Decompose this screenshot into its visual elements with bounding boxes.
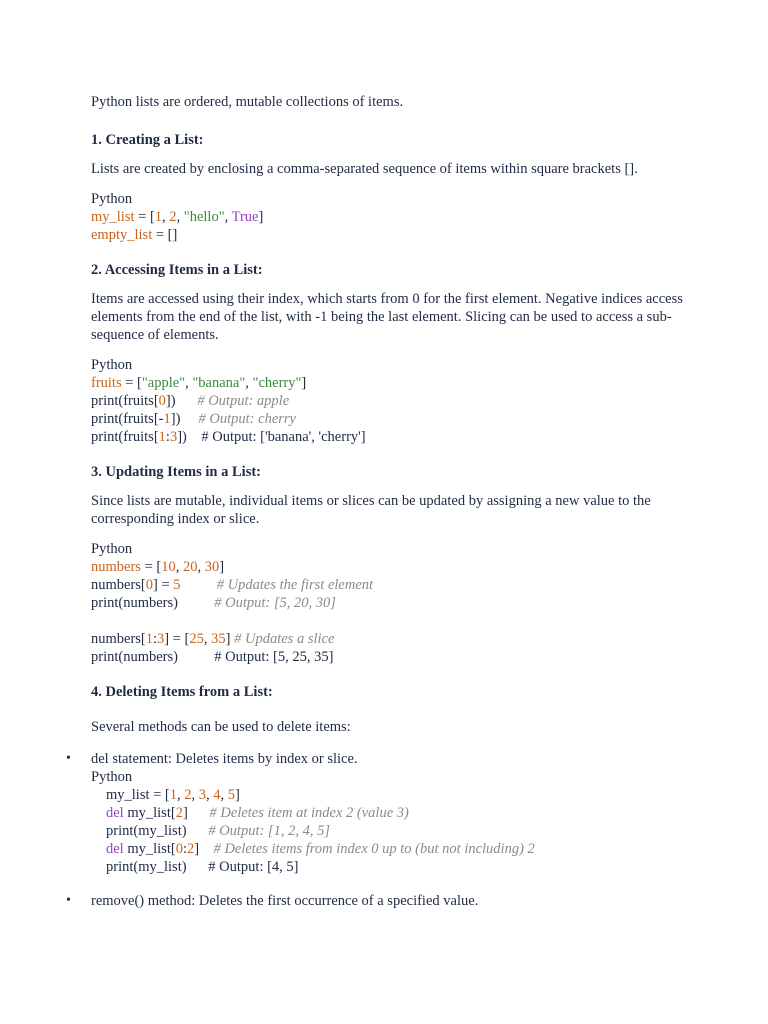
bullet-text: del statement: Deletes items by index or slice. xyxy=(91,751,358,767)
bullet-text: remove() method: Deletes the first occurrence of a specified value. xyxy=(91,893,479,909)
code-line: print(numbers) # Output: [5, 20, 30] xyxy=(91,595,336,611)
code-line: print(my_list) # Output: [1, 2, 4, 5] xyxy=(106,823,330,839)
section-heading-accessing: 2. Accessing Items in a List: xyxy=(91,262,263,278)
section-text-creating: Lists are created by enclosing a comma-separated sequence of items within square brackets []. xyxy=(91,161,638,177)
code-language-label: Python xyxy=(91,357,133,373)
code-line: fruits = ["apple", "banana", "cherry"] xyxy=(91,375,307,391)
code-line: numbers = [10, 20, 30] xyxy=(91,559,225,575)
code-line: numbers[0] = 5 # Updates the first element xyxy=(91,577,374,593)
list-item xyxy=(66,892,691,910)
code-language-label: Python xyxy=(91,769,133,785)
section-text-deleting: Several methods can be used to delete items: xyxy=(91,719,351,735)
section-heading-creating: 1. Creating a List: xyxy=(91,132,204,148)
delete-methods-list xyxy=(66,750,691,910)
code-language-label: Python xyxy=(91,191,133,207)
code-line: my_list = [1, 2, "hello", True] xyxy=(91,209,264,225)
section-heading-updating: 3. Updating Items in a List: xyxy=(91,464,261,480)
section-heading-deleting: 4. Deleting Items from a List: xyxy=(91,684,273,700)
code-line: numbers[1:3] = [25, 35] # Updates a slice xyxy=(91,631,335,647)
code-line: my_list = [1, 2, 3, 4, 5] xyxy=(106,787,240,803)
code-block-accessing xyxy=(91,356,691,446)
code-line: print(my_list) # Output: [4, 5] xyxy=(106,859,299,875)
code-language-label: Python xyxy=(91,541,133,557)
code-line: empty_list = [] xyxy=(91,227,178,243)
bullet-icon: • xyxy=(66,751,71,766)
bullet-icon: • xyxy=(66,893,71,908)
list-item xyxy=(66,750,691,876)
section-text-accessing: Items are accessed using their index, which starts from 0 for the first element. Negative indices access elements from the end of the list, with -1 being the last element. Slicing can be used to access a sub-sequence of elements. xyxy=(91,291,683,343)
section-text-updating: Since lists are mutable, individual items or slices can be updated by assigning a new value to the corresponding index or slice. xyxy=(91,493,651,527)
code-block-updating xyxy=(91,540,691,666)
code-block-creating xyxy=(91,190,691,244)
document-body xyxy=(66,92,691,910)
code-line: del my_list[0:2] # Deletes items from index 0 up to (but not including) 2 xyxy=(106,841,535,857)
intro-paragraph: Python lists are ordered, mutable collections of items. xyxy=(91,94,404,110)
code-line: del my_list[2] # Deletes item at index 2 (value 3) xyxy=(106,805,409,821)
code-block-deleting xyxy=(91,786,691,876)
code-line-blank xyxy=(91,612,691,630)
code-line: print(fruits[0]) # Output: apple xyxy=(91,393,290,409)
code-line: print(fruits[1:3]) # Output: ['banana', 'cherry'] xyxy=(91,429,366,445)
code-line: print(numbers) # Output: [5, 25, 35] xyxy=(91,649,334,665)
code-line: print(fruits[-1]) # Output: cherry xyxy=(91,411,296,427)
